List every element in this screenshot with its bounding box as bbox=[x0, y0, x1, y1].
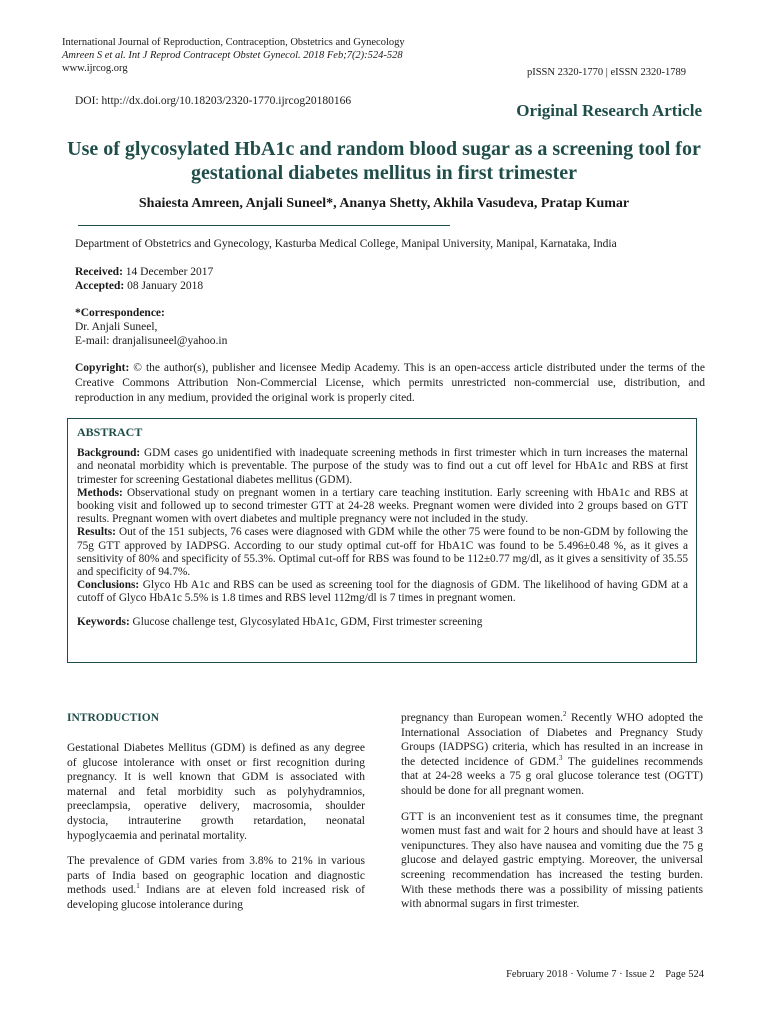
abstract-box bbox=[67, 418, 697, 663]
citation: Amreen S et al. Int J Reprod Contracept Obstet Gynecol. 2018 Feb;7(2):524-528 bbox=[62, 50, 403, 61]
journal-name: International Journal of Reproduction, Contraception, Obstetrics and Gynecology bbox=[62, 37, 405, 48]
left-column bbox=[67, 741, 365, 924]
intro-paragraph-4: GTT is an inconvenient test as it consumes time, the pregnant women must fast and wait for 2 hours and should have at least 3 venipunctures. They also have nausea and vomiting due the 75 g glucose and delayed gastric emptying. Moreover, the universal screening recommendation has increased the testing burden. With these methods there was a possibility of missing patients with abnormal sugars in first trimester. bbox=[401, 810, 703, 911]
intro-p3-end: The guidelines recommends that at 24-28 weeks a 75 g oral glucose tolerance test (OGTT) should be done for all pregnant women. bbox=[401, 755, 703, 797]
article-title: Use of glycosylated HbA1c and random blood sugar as a screening tool for gestational diabetes mellitus in first trimester bbox=[67, 138, 701, 184]
abstract-conclusions bbox=[77, 579, 688, 605]
intro-p3-cont: Recently WHO adopted the International Association of Diabetes and Pregnancy Study Groups (IADPSG) criteria, which has resulted in an increase in the detected incidence of GDM. bbox=[401, 712, 703, 768]
background-text: GDM cases go unidentified with inadequate screening methods in first trimester which in turn increases the maternal and neonatal morbidity which is preventable. The purpose of the study was to find out a cut off level for HbA1c and RBS at first trimester for screening Gestational diabetes mellitus (GDM). bbox=[77, 447, 688, 486]
abstract-results bbox=[77, 526, 688, 579]
right-column bbox=[401, 711, 703, 923]
conclusions-label: Conclusions: bbox=[77, 579, 140, 592]
article-type: Original Research Article bbox=[516, 101, 702, 120]
received-value: 14 December 2017 bbox=[125, 266, 214, 278]
intro-p2-cont: Indians are at eleven fold increased risk of developing glucose intolerance during bbox=[67, 884, 365, 911]
affiliation: Department of Obstetrics and Gynecology, Kasturba Medical College, Manipal University, Manipal, Karnataka, India bbox=[75, 238, 617, 250]
abstract-keywords bbox=[77, 616, 688, 629]
methods-label: Methods: bbox=[77, 486, 123, 499]
accepted-value: 08 January 2018 bbox=[127, 280, 204, 292]
journal-website[interactable]: www.ijrcog.org bbox=[62, 63, 128, 74]
correspondence-heading: *Correspondence: bbox=[75, 307, 165, 319]
abstract-methods bbox=[77, 487, 688, 527]
keywords-label: Keywords: bbox=[77, 615, 130, 628]
conclusions-text: Glyco Hb A1c and RBS can be used as screening tool for the diagnosis of GDM. The likelihood of having GDM at a cutoff of Glyco HbA1c 5.5% is 1.8 times and RBS level 112mg/dl is 7 times in pregnant women. bbox=[77, 579, 689, 605]
results-label: Results: bbox=[77, 526, 116, 539]
divider bbox=[78, 225, 450, 226]
introduction-heading: INTRODUCTION bbox=[67, 712, 160, 724]
citation-ref[interactable]: 3 bbox=[559, 753, 563, 762]
abstract-background bbox=[77, 447, 688, 487]
copyright-label: Copyright: bbox=[75, 362, 130, 374]
citation-ref[interactable]: 1 bbox=[136, 882, 140, 891]
accepted-date bbox=[75, 279, 705, 294]
background-label: Background: bbox=[77, 447, 141, 460]
correspondence-name: Dr. Anjali Suneel, bbox=[75, 321, 158, 333]
methods-text: Observational study on pregnant women in a tertiary care teaching institution. Early screening with HbA1c and RBS at booking visit and followed up to second trimester GTT at 24-28 weeks. Pregnant women were divided into 2 groups based on GTT results. Pregnant women with overt diabetes and multiple pregnancy were not included in the study. bbox=[77, 486, 688, 526]
received-label: Received: bbox=[75, 266, 123, 278]
results-text: Out of the 151 subjects, 76 cases were diagnosed with GDM while the other 75 were found to be non-GDM by following the 75g GTT approved by IADPSG. According to our study optimal cut-off for HbA1C was found to be 5.496±0.48 %, as it gives a sensitivity of 80% and specificity of 55.3%. Optimal cut-off for RBS was found to be 112±0.77 mg/dl, as it gives a sensitivity of 35.55 and specificity of 94.7%. bbox=[77, 526, 689, 579]
keywords-text: Glucose challenge test, Glycosylated HbA1c, GDM, First trimester screening bbox=[132, 615, 483, 628]
intro-paragraph-1: Gestational Diabetes Mellitus (GDM) is defined as any degree of glucose intolerance with onset or first recognition during pregnancy. It is well known that GDM is associated with maternal and fetal morbidity such as polyhydramnios, preeclampsia, operative delivery, macrosomia, shoulder dystocia, intrauterine growth retardation, neonatal hypoglycaemia and perinatal mortality. bbox=[67, 742, 365, 842]
accepted-label: Accepted: bbox=[75, 280, 125, 292]
intro-p3-text: pregnancy than European women. bbox=[401, 712, 563, 724]
page-footer: February 2018 · Volume 7 · Issue 2 Page 524 bbox=[506, 969, 704, 980]
correspondence-email[interactable]: E-mail: dranjalisuneel@yahoo.in bbox=[75, 335, 228, 347]
doi-link[interactable]: DOI: http://dx.doi.org/10.18203/2320-1770.ijrcog20180166 bbox=[75, 95, 352, 107]
received-date bbox=[75, 265, 705, 280]
intro-paragraph-3 bbox=[401, 711, 703, 799]
correspondence-label bbox=[75, 306, 705, 321]
abstract-heading: ABSTRACT bbox=[77, 425, 143, 439]
intro-paragraph-2 bbox=[67, 854, 365, 912]
citation-ref[interactable]: 2 bbox=[562, 710, 567, 719]
copyright-text: © the author(s), publisher and licensee Medip Academy. This is an open-access article distributed under the terms of the Creative Commons Attribution Non-Commercial License, which permits unrestricted non-commercial use, distribution, and reproduction in any medium, provided the original work is properly cited. bbox=[75, 362, 706, 404]
intro-p2-text: The prevalence of GDM varies from 3.8% to 21% in various parts of India based on geographic location and diagnostic methods used. bbox=[67, 855, 365, 897]
issn: pISSN 2320-1770 | eISSN 2320-1789 bbox=[526, 67, 686, 78]
copyright-notice bbox=[75, 361, 705, 406]
author-list: Shaiesta Amreen, Anjali Suneel*, Ananya Shetty, Akhila Vasudeva, Pratap Kumar bbox=[138, 196, 630, 211]
